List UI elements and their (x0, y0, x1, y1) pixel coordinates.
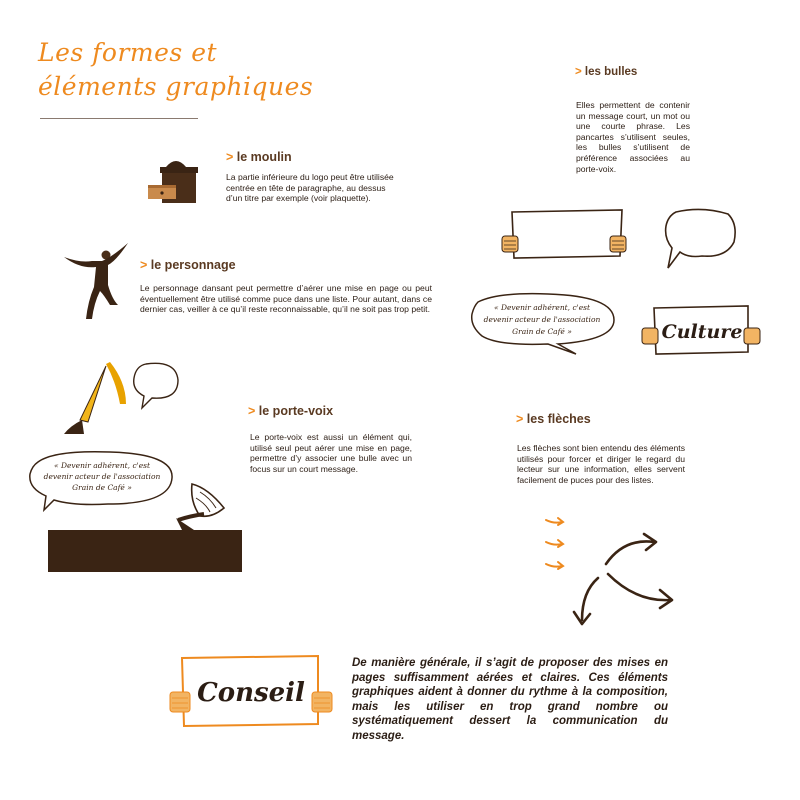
empty-bubble-right (662, 206, 740, 274)
page-title (38, 36, 313, 104)
culture-sign-word: Culture (661, 321, 743, 343)
bubble-left-line1: « Devenir adhérent, c'est (53, 461, 151, 470)
bubble-right-line1: « Devenir adhérent, c'est (493, 303, 591, 312)
porte-voix-text: Le porte-voix est aussi un élément qui, utilisé seul peut aérer une mise en page, permettre d’y associer une bulle avec un focus sur un court message. (250, 432, 412, 474)
moulin-heading: > le moulin (226, 150, 292, 164)
page-title-line2: éléments graphiques (38, 72, 314, 101)
fleches-heading: > les flèches (516, 412, 591, 426)
culture-sign-illustration (640, 300, 764, 362)
porte-voix-bar-illustration (48, 478, 244, 574)
personnage-heading: > le personnage (140, 258, 236, 272)
bubble-right-line2: devenir acteur de l'association (483, 315, 601, 324)
title-divider (40, 118, 198, 119)
bubble-right-line3: Grain de Café » (512, 327, 572, 336)
brown-arrows-illustration (566, 528, 682, 632)
conseil-text: De manière générale, il s’agit de proposer des mises en pages suffisamment aérées et claires. Ces éléments graphiques aident à donner du rythme à la composition, mais les utiliser en trop grand nombre ou systématiquement dessert la communication du message. (352, 657, 668, 742)
bulles-heading: > les bulles (575, 66, 638, 78)
conseil-sign-illustration (168, 650, 334, 732)
personnage-text: Le personnage dansant peut permettre d’aérer une mise en page ou peut éventuellement être utilisé comme puce dans une liste. Pour autant, dans ce dernier cas, veiller à ce qu’il reste reconnaissable, qu’il ne soit pas trop petit. (140, 283, 432, 315)
fleches-text: Les flèches sont bien entendu des éléments utilisés pour forcer et diriger le regard du lecteur sur une information, elles servent facilement de puces pour des listes. (517, 443, 685, 485)
porte-voix-heading: > le porte-voix (248, 404, 334, 418)
moulin-text: La partie inférieure du logo peut être utilisée centrée en tête de paragraphe, au dessus d’un titre par exemple (voir plaquette). (226, 172, 394, 204)
dancer-figure-icon (62, 243, 138, 325)
blank-sign-illustration (498, 208, 632, 262)
speech-bubble-right (468, 290, 624, 358)
porte-voix-illustration (60, 358, 180, 444)
bubble-left-line3: Grain de Café » (72, 483, 132, 492)
bubble-left-line2: devenir acteur de l'association (43, 472, 161, 481)
bulles-text: Elles permettent de contenir un message court, un mot ou une courte phrase. Les pancartes s’utilisent seules, les bulles s’utilisent de préférence associées au porte-voix. (576, 100, 690, 174)
page-title-line1: Les formes et (38, 38, 218, 67)
moulin-illustration (146, 155, 206, 207)
conseil-sign-word: Conseil (197, 678, 305, 708)
